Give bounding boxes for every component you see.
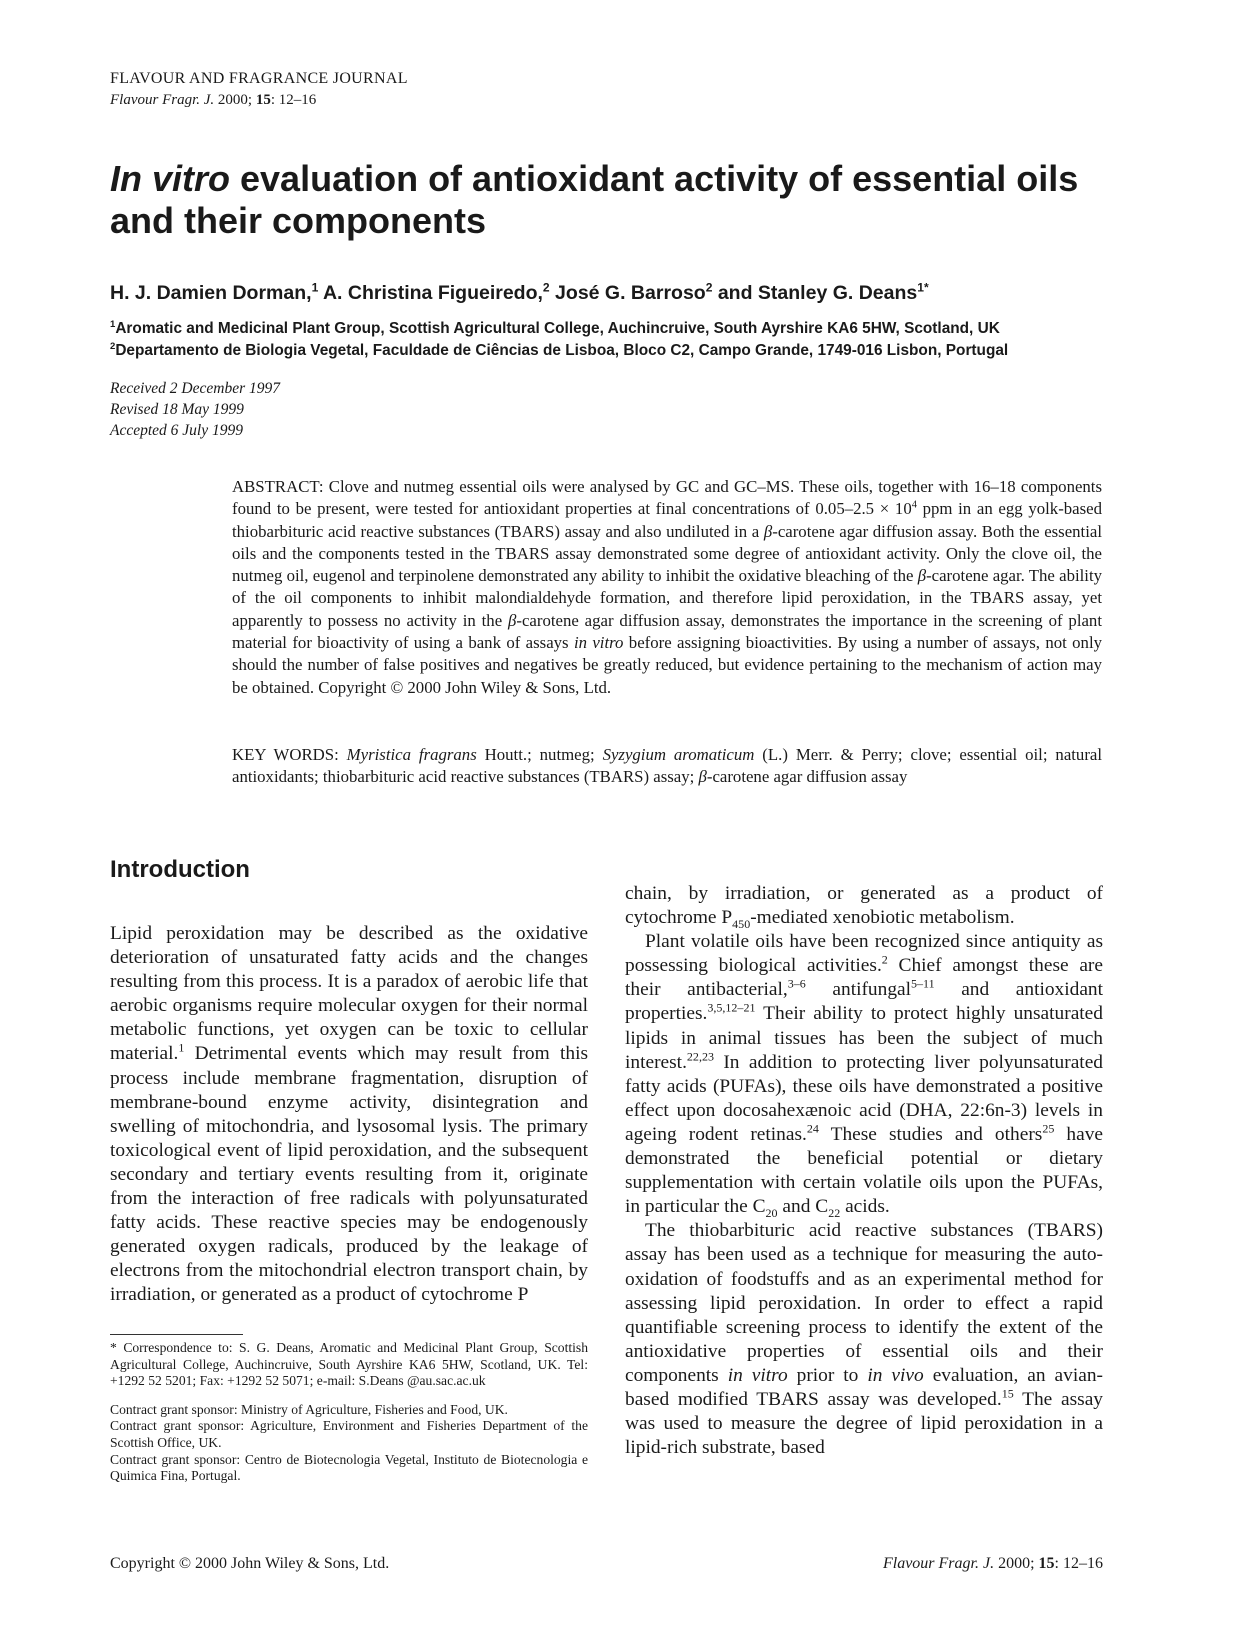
- article-title: [110, 158, 1130, 243]
- affiliation-marker: 1: [311, 280, 319, 295]
- citation-ref: 1: [178, 1041, 185, 1055]
- journal-name: FLAVOUR AND FRAGRANCE JOURNAL: [110, 70, 408, 87]
- author-name: H. J. Damien Dorman,: [110, 282, 312, 304]
- affiliation-number: 2: [110, 340, 116, 352]
- affiliation-text: Aromatic and Medicinal Plant Group, Scottish Agricultural College, Auchincruive, South Ayrshire KA6 5HW, Scotland, UK: [115, 320, 1000, 337]
- citation-ref: 22,23: [686, 1049, 714, 1064]
- citation-pages: : 12–16: [1054, 1555, 1103, 1572]
- keywords-text: (L.) Merr. & Perry; clove; essential oil; natural antioxidants; thiobarbituric acid reactive substances (TBARS) assay;: [232, 745, 1103, 787]
- revised-date: Revised 18 May 1999: [110, 401, 244, 418]
- citation-ref: 3,5,12–21: [707, 1001, 756, 1015]
- citation-volume: 15: [1038, 1555, 1055, 1572]
- keywords-text: Houtt.; nutmeg;: [476, 745, 603, 764]
- journal-citation: [110, 92, 316, 109]
- keywords-text: -carotene agar diffusion assay: [706, 767, 908, 787]
- abstract-text: -carotene agar. The ability of the oil components to inhibit malondialdehyde formation, and therefore lipid peroxidation, in the TBARS assay, yet apparently to possess no activity in the: [232, 566, 1102, 630]
- citation-ref: 25: [1042, 1121, 1055, 1136]
- section-heading: Introduction: [110, 856, 250, 883]
- affiliation-marker: 2: [705, 280, 713, 295]
- affiliation-number: 1: [110, 318, 116, 330]
- title-rest: evaluation of antioxidant activity of essential oils and their components: [110, 158, 1079, 242]
- citation-ref: 15: [1001, 1386, 1014, 1401]
- species-name: Syzygium aromaticum: [602, 745, 755, 764]
- author-name: José G. Barroso: [549, 282, 706, 304]
- grant-note: Contract grant sponsor: Agriculture, Environment and Fisheries Department of the Scottish Office, UK.: [110, 1418, 588, 1450]
- author-name: A. Christina Figueiredo,: [318, 282, 543, 304]
- received-date: Received 2 December 1997: [110, 380, 280, 397]
- body-column-right: [625, 882, 1103, 1460]
- affiliation-text: Departamento de Biologia Vegetal, Faculdade de Ciências de Lisboa, Bloco C2, Campo Grande, 1749-016 Lisbon, Portugal: [115, 342, 1009, 359]
- abstract-text: ABSTRACT: Clove and nutmeg essential oils were analysed by GC and GC–MS. These oils, together with 16–18 components found to be present, were tested for antioxidant properties at final concentrations of 0.05–2.5 × 10: [232, 477, 1102, 519]
- citation-ref: 2: [881, 952, 888, 967]
- grant-note: Contract grant sponsor: Ministry of Agriculture, Fisheries and Food, UK.: [110, 1401, 508, 1417]
- body-text: prior to: [787, 1364, 868, 1386]
- body-text: evaluation, an avian-based modified TBARS assay was developed.: [625, 1364, 1103, 1410]
- citation-year: 2000;: [994, 1555, 1039, 1572]
- abstract-text: ppm in an egg yolk-based thiobarbituric acid reactive substances (TBARS) assay and also undiluted in a: [232, 499, 1102, 541]
- beta-symbol: β: [698, 767, 707, 787]
- body-text: and C: [777, 1196, 829, 1218]
- subscript: 450: [732, 916, 751, 931]
- citation-year: 2000;: [214, 92, 256, 108]
- journal-abbrev: Flavour Fragr. J.: [110, 92, 215, 108]
- article-dates: [110, 378, 280, 441]
- italic-term: in vitro: [573, 633, 624, 653]
- body-text: Chief amongst these are their antibacterial,: [625, 955, 1103, 1001]
- body-text: -mediated xenobiotic metabolism.: [750, 907, 1015, 929]
- body-text: The thiobarbituric acid reactive substances (TBARS) assay has been used as a technique for measuring the auto-oxidation of foodstuffs and as an experimental method for assessing lipid peroxidation. In order to effect a rapid quantifiable screening process to identify the extent of the antioxidative properties of essential oils and their components: [625, 1220, 1103, 1386]
- subscript: 20: [765, 1206, 778, 1221]
- paragraph: [625, 1219, 1103, 1460]
- body-text: Plant volatile oils have been recognized since antiquity as possessing biological activities.: [625, 931, 1103, 977]
- beta-symbol: β: [917, 566, 927, 586]
- body-text: Lipid peroxidation may be described as the oxidative deterioration of unsaturated fatty acids and the changes resulting from this process. It is a paradox of aerobic life that aerobic organisms require molecular oxygen for their normal metabolic functions, yet oxygen can be toxic to cellular material.: [110, 923, 588, 1065]
- keywords: [232, 744, 1102, 789]
- body-text: In addition to protecting liver polyunsaturated fatty acids (PUFAs), these oils have demonstrated a positive effect upon docosahexænoic acid (DHA, 22:6n-3) levels in ageing rodent retinas.: [625, 1051, 1103, 1145]
- body-text: and antioxidant properties.: [625, 979, 1104, 1025]
- affiliation-marker: 2: [542, 280, 550, 295]
- journal-abbrev: Flavour Fragr. J.: [882, 1555, 995, 1572]
- abstract-text: -carotene agar diffusion assay. Both the essential oils and the components tested in the TBARS assay demonstrated some degree of antioxidant activity. Only the clove oil, the nutmeg oil, eugenol and terpinolene demonstrated any ability to inhibit the oxidative bleaching of the: [232, 521, 1102, 586]
- body-text: These studies and others: [818, 1123, 1043, 1145]
- paragraph: [625, 882, 1103, 930]
- abstract: [232, 476, 1102, 699]
- paragraph: [110, 922, 588, 1308]
- body-text: acids.: [840, 1196, 890, 1218]
- keywords-label: KEY WORDS:: [232, 745, 347, 764]
- subscript: 22: [828, 1206, 841, 1221]
- superscript: 4: [911, 499, 917, 511]
- italic-term: in vitro: [727, 1364, 788, 1386]
- author-list: [110, 282, 929, 305]
- grant-note: Contract grant sponsor: Centro de Biotecnologia Vegetal, Instituto de Biotecnologia e Quimica Fina, Portugal.: [110, 1451, 588, 1484]
- beta-symbol: β: [763, 521, 773, 541]
- citation-ref: 5–11: [911, 976, 935, 991]
- correspondence-note: * Correspondence to: S. G. Deans, Aromatic and Medicinal Plant Group, Scottish Agricultural College, Auchincruive, South Ayrshire KA6 5HW, Scotland, UK. Tel: +1292 52 5201; Fax: +1292 52 5071; e-mail: S.Deans @au.sac.ac.uk: [110, 1340, 588, 1389]
- footer-citation: [883, 1555, 1103, 1573]
- citation-ref: 3–6: [787, 976, 806, 991]
- body-text: have demonstrated the beneficial potential or dietary supplementation with certain volatile oils upon the PUFAs, in particular the C: [625, 1123, 1104, 1218]
- paragraph: [625, 930, 1103, 1219]
- footnotes: [110, 1340, 588, 1485]
- affiliation: [110, 342, 1008, 360]
- abstract-text: before assigning bioactivities. By using a number of assays, not only should the number of false positives and negatives be greatly reduced, but evidence pertaining to the mechanism of action may be obtained. Copyright © 2000 John Wiley & Sons, Ltd.: [232, 633, 1102, 697]
- body-text: Detrimental events which may result from this process include membrane fragmentation, disruption of membrane-bound enzyme activity, disintegration and swelling of mitochondria, and lysosomal lysis. The primary toxicological event of lipid peroxidation, and the subsequent secondary and tertiary events resulting from it, originate from the interaction of free radicals with polyunsaturated fatty acids. These reactive species may be endogenously generated oxygen radicals, produced by the leakage of electrons from the mitochondrial electron transport chain, by irradiation, or generated as a product of cytochrome P: [110, 1043, 588, 1306]
- citation-volume: 15: [255, 92, 271, 108]
- italic-term: in vivo: [867, 1364, 924, 1386]
- body-text: chain, by irradiation, or generated as a product of cytochrome P: [625, 883, 1103, 929]
- accepted-date: Accepted 6 July 1999: [110, 422, 243, 439]
- footer-copyright: Copyright © 2000 John Wiley & Sons, Ltd.: [110, 1555, 390, 1572]
- species-name: Myristica fragrans: [346, 745, 477, 764]
- title-italic-part: In vitro: [110, 158, 231, 199]
- body-text: Their ability to protect highly unsaturated lipids in animal tissues has been the subject of much interest.: [625, 1003, 1103, 1073]
- author-name: and Stanley G. Deans: [712, 282, 918, 304]
- body-column-left: [110, 922, 588, 1308]
- abstract-text: -carotene agar diffusion assay, demonstrates the importance in the screening of plant material for bioactivity of using a bank of assays: [232, 610, 1102, 653]
- citation-ref: 24: [806, 1121, 819, 1136]
- body-text: The assay was used to measure the degree of lipid peroxidation in a lipid-rich substrate, based: [625, 1388, 1103, 1459]
- affiliation: [110, 320, 1000, 338]
- body-text: antifungal: [805, 979, 912, 1001]
- citation-pages: : 12–16: [270, 92, 317, 108]
- affiliation-marker: 1*: [917, 280, 929, 295]
- beta-symbol: β: [508, 610, 517, 630]
- footnote-rule: [110, 1334, 243, 1335]
